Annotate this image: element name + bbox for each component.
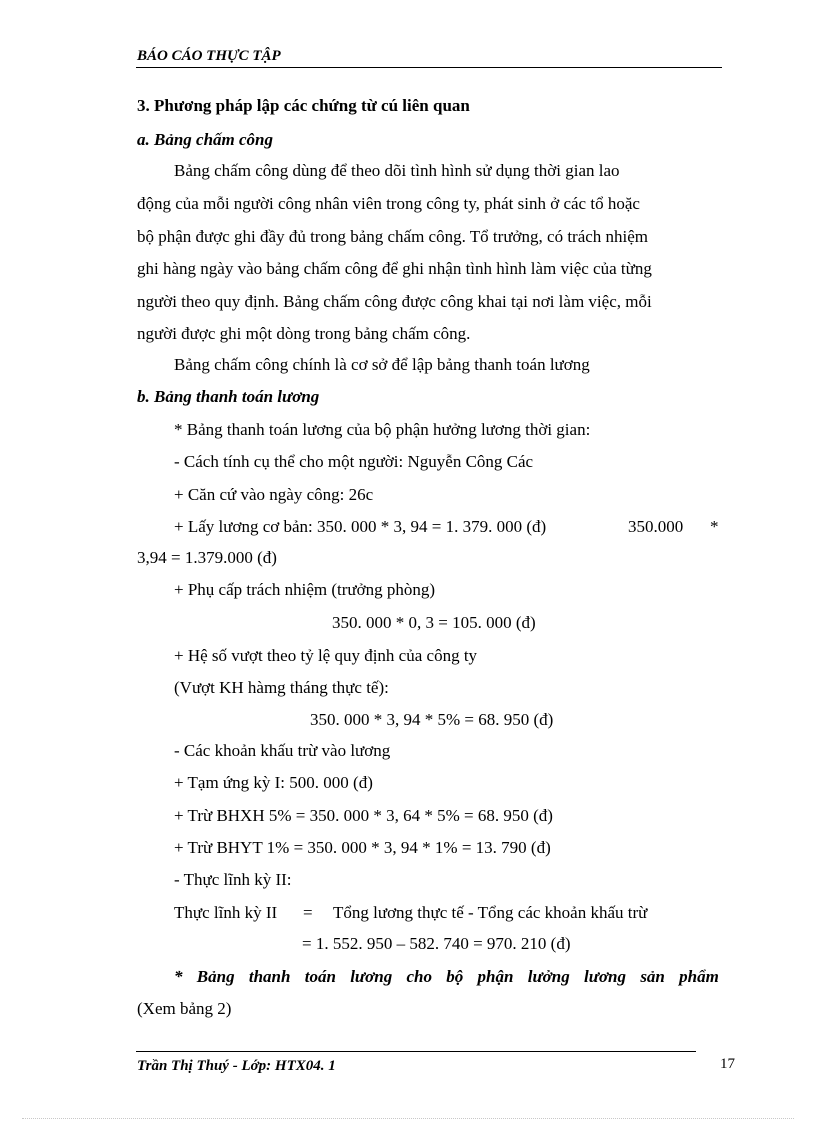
subheading-a: a. Bảng chấm công bbox=[137, 130, 274, 149]
deduction-5: - Thực lĩnh kỳ II: bbox=[174, 870, 292, 889]
para-a-line-3: bộ phận được ghi đầy đủ trong bảng chấm công. Tổ trưởng, có trách nhiệm bbox=[137, 227, 649, 246]
coef-label: + Hệ số vượt theo tỷ lệ quy định của công ty bbox=[174, 646, 478, 665]
page-edge-dotted bbox=[22, 1118, 794, 1119]
product-ref: (Xem bảng 2) bbox=[137, 999, 232, 1018]
subheading-b: b. Bảng thanh toán lương bbox=[137, 387, 320, 406]
product-word: toán bbox=[304, 967, 336, 986]
deduction-2: + Tạm ứng kỳ I: 500. 000 (đ) bbox=[174, 773, 373, 792]
header-rule bbox=[136, 67, 722, 68]
allowance-calc: 350. 000 * 0, 3 = 105. 000 (đ) bbox=[332, 613, 536, 632]
para-a-line-5: người theo quy định. Bảng chấm công được công khai tại nơi làm việc, mỗi bbox=[137, 292, 652, 311]
page-header-title: BÁO CÁO THỰC TẬP bbox=[137, 48, 281, 64]
product-word: cho bbox=[406, 967, 432, 986]
line-b-2: - Cách tính cụ thể cho một người: Nguyễn Công Các bbox=[174, 452, 534, 471]
net-eq: = bbox=[303, 903, 313, 922]
section-heading: 3. Phương pháp lập các chứng từ cú liên quan bbox=[137, 96, 470, 115]
product-word: lương bbox=[350, 967, 393, 986]
product-word: sản bbox=[640, 967, 665, 986]
coef-calc: 350. 000 * 3, 94 * 5% = 68. 950 (đ) bbox=[310, 710, 554, 729]
para-a-line-1: Bảng chấm công dùng để theo dõi tình hình sử dụng thời gian lao bbox=[174, 161, 620, 180]
net-formula: Tổng lương thực tế - Tổng các khoản khấu trừ bbox=[333, 903, 648, 922]
product-word: thanh bbox=[248, 967, 291, 986]
para-a-line-4: ghi hàng ngày vào bảng chấm công để ghi nhận tình hình làm việc của từng bbox=[137, 259, 652, 278]
product-word: Bảng bbox=[196, 967, 235, 986]
deduction-3: + Trừ BHXH 5% = 350. 000 * 3, 64 * 5% = 68. 950 (đ) bbox=[174, 806, 553, 825]
deduction-4: + Trừ BHYT 1% = 350. 000 * 3, 94 * 1% = 13. 790 (đ) bbox=[174, 838, 551, 857]
basic-pay-left: + Lấy lương cơ bản: 350. 000 * 3, 94 = 1. 379. 000 (đ) bbox=[174, 517, 547, 536]
product-word: phẩm bbox=[679, 967, 719, 986]
product-line bbox=[174, 966, 719, 988]
coef-note: (Vượt KH hàmg tháng thực tế): bbox=[174, 678, 389, 697]
footer-author: Trần Thị Thuý - Lớp: HTX04. 1 bbox=[137, 1058, 336, 1074]
product-word: lương bbox=[584, 967, 627, 986]
product-word: lưởng bbox=[527, 967, 570, 986]
product-word: phận bbox=[477, 967, 514, 986]
product-word: * bbox=[174, 967, 183, 986]
line-b-1: * Bảng thanh toán lương của bộ phận hưởng lương thời gian: bbox=[174, 420, 591, 439]
page-number: 17 bbox=[720, 1056, 735, 1072]
para-a2: Bảng chấm công chính là cơ sở để lập bảng thanh toán lương bbox=[174, 355, 590, 374]
allowance-label: + Phụ cấp trách nhiệm (trưởng phòng) bbox=[174, 580, 436, 599]
net-calc: = 1. 552. 950 – 582. 740 = 970. 210 (đ) bbox=[302, 934, 571, 953]
product-word: bộ bbox=[446, 967, 464, 986]
line-b-3: + Căn cứ vào ngày công: 26c bbox=[174, 485, 374, 504]
para-a-line-2: động của mỗi người công nhân viên trong công ty, phát sinh ở các tổ hoặc bbox=[137, 194, 640, 213]
footer-rule bbox=[136, 1051, 696, 1052]
deduction-1: - Các khoản khấu trừ vào lương bbox=[174, 741, 391, 760]
basic-pay-mid: 350.000 bbox=[628, 517, 684, 536]
basic-pay-cont: 3,94 = 1.379.000 (đ) bbox=[137, 548, 277, 567]
basic-pay-star: * bbox=[710, 517, 719, 536]
para-a-line-6: người được ghi một dòng trong bảng chấm công. bbox=[137, 324, 471, 343]
net-label: Thực lĩnh kỳ II bbox=[174, 903, 278, 922]
